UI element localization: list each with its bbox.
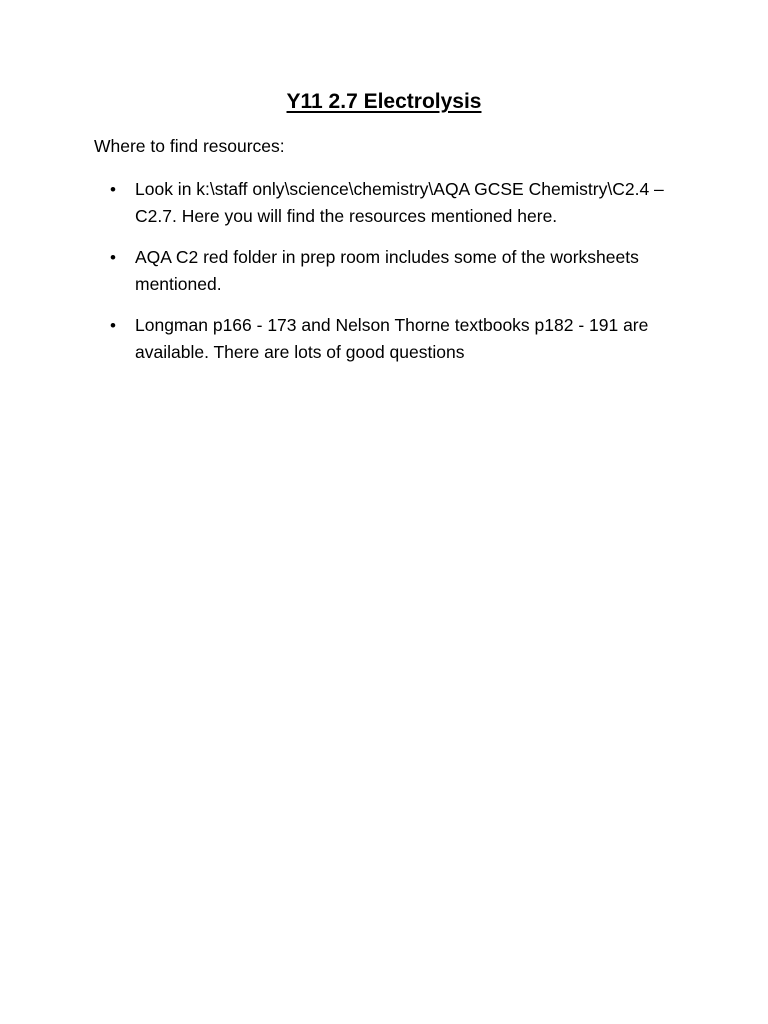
bullet-icon: • [110, 180, 116, 199]
page-title: Y11 2.7 Electrolysis [286, 90, 482, 113]
resource-list [110, 176, 670, 380]
list-item [110, 176, 670, 230]
list-item-text: Longman p166 - 173 and Nelson Thorne textbooks p182 - 191 are available. There are lots of good questions [135, 315, 649, 362]
bullet-icon: • [110, 248, 116, 267]
intro-text: Where to find resources: [94, 136, 285, 156]
list-item [110, 244, 670, 298]
bullet-icon: • [110, 316, 116, 335]
list-item [110, 312, 670, 366]
list-item-text: Look in k:\staff only\science\chemistry\AQA GCSE Chemistry\C2.4 – C2.7. Here you will find the resources mentioned here. [135, 179, 664, 226]
list-item-text: AQA C2 red folder in prep room includes some of the worksheets mentioned. [135, 247, 639, 294]
